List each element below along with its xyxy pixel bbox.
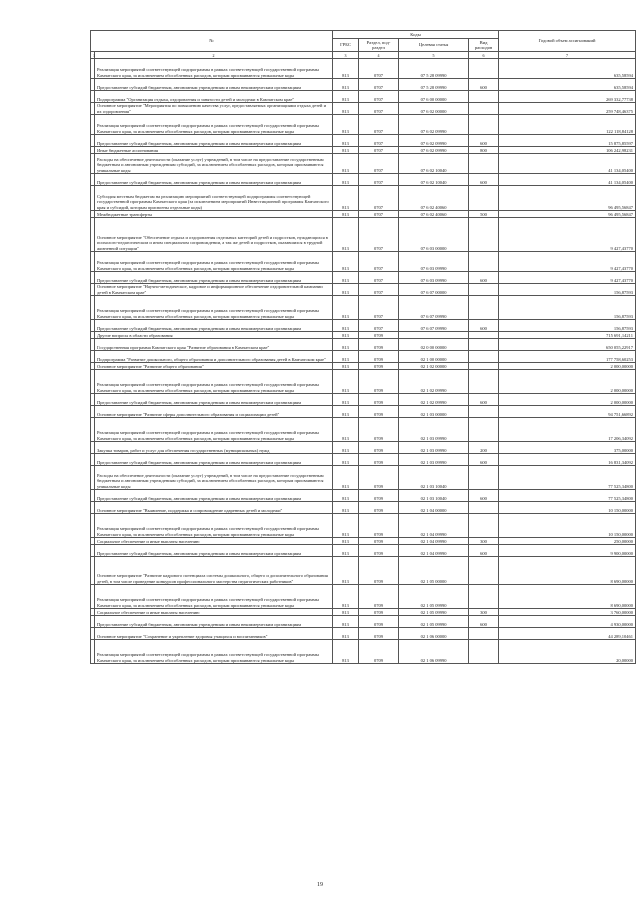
table-row [91,59,636,79]
row-section-cell: 0707 [359,174,399,186]
row-amount-cell: 250,00000 [499,538,636,545]
row-target-cell: 07 6 02 09990 [399,135,469,147]
row-kind-cell [469,339,499,351]
row-name-cell: Реализация мероприятий соответствующей подпрограммы в рамках соответствующей государственной программы Камчатского края, за исключением обособленных расходов, которым присваиваются уникальные коды [95,418,333,442]
row-kind-cell: 600 [469,135,499,147]
row-target-cell: 07 6 03 09990 [399,272,469,284]
row-amount-cell: 635,58594 [499,79,636,91]
row-target-cell: 02 1 03 10040 [399,490,469,502]
budget-table-sheet [90,30,635,664]
column-index: 1 [91,52,95,59]
row-grbs-cell: 813 [333,363,359,370]
row-kind-cell [469,370,499,394]
row-target-cell: 07 6 03 00000 [399,218,469,252]
row-grbs-cell: 813 [333,418,359,442]
row-grbs-cell: 813 [333,186,359,211]
row-amount-cell: 15 875,85597 [499,135,636,147]
row-target-cell: 02 1 05 09990 [399,585,469,609]
table-row [91,154,636,174]
row-kind-cell: 600 [469,79,499,91]
row-amount-cell: 77 525,34800 [499,466,636,490]
row-section-cell: 0707 [359,320,399,332]
row-section-cell: 0709 [359,609,399,616]
row-name-cell: Предоставление субсидий бюджетным, автономным учреждениям и иным некоммерческим организациям [95,394,333,406]
row-section-cell: 0707 [359,154,399,174]
row-grbs-cell: 813 [333,252,359,272]
row-grbs-cell: 813 [333,135,359,147]
row-kind-cell [469,296,499,320]
row-kind-cell [469,640,499,664]
row-target-cell: 02 1 05 00000 [399,557,469,585]
row-section-cell: 0707 [359,296,399,320]
header-kind: Вид расходов [469,39,499,52]
row-amount-cell: 10 150,00000 [499,514,636,538]
row-amount-cell: 41 134,05400 [499,174,636,186]
table-row [91,585,636,609]
row-amount-cell: 41 134,05400 [499,154,636,174]
row-kind-cell [469,514,499,538]
row-target-cell: 07 5 28 09990 [399,79,469,91]
row-name-cell: Реализация мероприятий соответствующей подпрограммы в рамках соответствующей государственной программы Камчатского края, за исключением обособленных расходов, которым присваиваются уникальные коды [95,370,333,394]
row-section-cell: 0707 [359,186,399,211]
row-target-cell [399,332,469,339]
row-grbs-cell: 813 [333,59,359,79]
row-kind-cell: 300 [469,609,499,616]
row-target-cell: 07 5 28 09990 [399,59,469,79]
row-section-cell: 0709 [359,616,399,628]
row-name-cell: Государственная программа Камчатского края "Развитие образования в Камчатском крае" [95,339,333,351]
row-grbs-cell: 813 [333,91,359,103]
row-kind-cell [469,351,499,363]
row-target-cell: 02 0 00 00000 [399,339,469,351]
row-amount-cell: 106 242,98231 [499,147,636,154]
row-amount-cell: 4 930,00000 [499,616,636,628]
row-target-cell: 07 6 00 00000 [399,91,469,103]
row-name-cell: Другие вопросы в области образования [95,332,333,339]
row-target-cell: 07 6 07 09990 [399,296,469,320]
table-row [91,218,636,252]
column-index: 6 [469,52,499,59]
row-section-cell: 0709 [359,490,399,502]
row-kind-cell [469,59,499,79]
row-section-cell: 0707 [359,59,399,79]
row-target-cell: 07 6 02 09990 [399,115,469,135]
row-name-cell: Основное мероприятие "Сохранение и укрепление здоровья учащихся и воспитанников" [95,628,333,640]
row-kind-cell [469,115,499,135]
table-row [91,394,636,406]
row-target-cell: 02 1 04 00000 [399,502,469,514]
row-name-cell: Предоставление субсидий бюджетным, автономным учреждениям и иным некоммерческим организациям [95,79,333,91]
table-row [91,147,636,154]
row-section-cell: 0709 [359,418,399,442]
row-section-cell: 0709 [359,454,399,466]
row-grbs-cell: 813 [333,442,359,454]
row-name-cell: Подпрограмма "Организация отдыха, оздоровления и занятости детей и молодежи в Камчатском крае" [95,91,333,103]
row-grbs-cell: 813 [333,296,359,320]
row-section-cell: 0707 [359,284,399,296]
row-section-cell: 0707 [359,115,399,135]
row-section-cell: 0709 [359,640,399,664]
row-section-cell: 0709 [359,351,399,363]
row-name-cell: Основное мероприятие "Мероприятия по повышению качества услуг, предоставляемых организациями отдыха детей и их оздоровления" [95,103,333,115]
row-section-cell: 0709 [359,466,399,490]
row-kind-cell: 600 [469,320,499,332]
row-target-cell: 07 6 07 09990 [399,320,469,332]
row-kind-cell [469,154,499,174]
row-amount-cell: 10 150,00000 [499,502,636,514]
row-amount-cell: 2 000,00000 [499,370,636,394]
row-grbs-cell: 813 [333,218,359,252]
row-amount-cell: 20,00000 [499,640,636,664]
row-kind-cell: 600 [469,394,499,406]
row-section-cell: 0709 [359,394,399,406]
row-amount-cell: 77 525,34800 [499,490,636,502]
row-target-cell: 07 6 02 40060 [399,186,469,211]
table-row [91,186,636,211]
row-name-cell: Социальное обеспечение и иные выплаты населению [95,609,333,616]
row-section-cell: 0707 [359,218,399,252]
row-section-cell: 0707 [359,103,399,115]
table-row [91,454,636,466]
row-grbs-cell: 813 [333,320,359,332]
row-section-cell: 0709 [359,363,399,370]
row-kind-cell [469,218,499,252]
row-kind-cell: 600 [469,272,499,284]
row-kind-cell [469,252,499,272]
row-section-cell: 0709 [359,514,399,538]
row-grbs-cell: 813 [333,147,359,154]
row-amount-cell: 8 690,00000 [499,557,636,585]
row-section-cell: 0707 [359,272,399,284]
row-target-cell: 02 1 03 10040 [399,466,469,490]
row-grbs-cell: 813 [333,609,359,616]
row-amount-cell: 122 118,84128 [499,115,636,135]
row-grbs-cell: 813 [333,557,359,585]
row-name-cell: Подпрограмма "Развитие дошкольного, общего образования и дополнительного образования детей в Камчатском крае" [95,351,333,363]
row-kind-cell [469,91,499,103]
column-index: 4 [359,52,399,59]
row-kind-cell [469,103,499,115]
table-row [91,135,636,147]
table-row [91,557,636,585]
row-grbs-cell: 813 [333,628,359,640]
row-kind-cell [469,628,499,640]
row-target-cell: 02 1 03 09990 [399,418,469,442]
column-index: 3 [333,52,359,59]
row-target-cell: 07 6 02 10040 [399,154,469,174]
row-kind-cell: 600 [469,174,499,186]
row-grbs-cell: 813 [333,284,359,296]
row-kind-cell [469,585,499,609]
table-row [91,174,636,186]
row-amount-cell: 9 427,43770 [499,252,636,272]
row-kind-cell: 500 [469,211,499,218]
row-amount-cell: 269 332,77738 [499,91,636,103]
table-row [91,545,636,557]
table-row [91,466,636,490]
column-index: 5 [399,52,469,59]
table-row [91,628,636,640]
row-target-cell: 07 6 02 10040 [399,174,469,186]
row-grbs-cell: 813 [333,332,359,339]
row-target-cell: 02 1 03 09990 [399,442,469,454]
table-row [91,115,636,135]
row-section-cell: 0709 [359,442,399,454]
table-row [91,351,636,363]
row-amount-cell: 9 427,43770 [499,272,636,284]
row-kind-cell: 600 [469,616,499,628]
row-name-cell: Предоставление субсидий бюджетным, автономным учреждениям и иным некоммерческим организациям [95,545,333,557]
row-section-cell: 0709 [359,557,399,585]
row-amount-cell: 375,00000 [499,442,636,454]
row-section-cell: 0707 [359,147,399,154]
row-kind-cell [469,406,499,418]
table-row [91,538,636,545]
header-section: Раздел, под-раздел [359,39,399,52]
row-section-cell: 0707 [359,79,399,91]
row-target-cell: 02 1 05 09990 [399,616,469,628]
row-amount-cell: 156,87593 [499,320,636,332]
row-grbs-cell: 813 [333,538,359,545]
row-target-cell: 02 1 00 00000 [399,351,469,363]
row-grbs-cell: 813 [333,545,359,557]
row-kind-cell: 600 [469,545,499,557]
row-amount-cell: 94 751,66892 [499,406,636,418]
row-section-cell: 0709 [359,332,399,339]
row-target-cell: 02 1 04 09990 [399,514,469,538]
row-section-cell: 0709 [359,585,399,609]
row-name-cell: Основное мероприятие "Развитие кадрового потенциала системы дошкольного, общего и дополнительного образования детей, в том числе проведение конкурсов профессионального мастерства педагогических работников" [95,557,333,585]
table-row [91,640,636,664]
row-section-cell: 0709 [359,502,399,514]
row-amount-cell: 2 000,00000 [499,394,636,406]
row-name-cell: Реализация мероприятий соответствующей подпрограммы в рамках соответствующей государственной программы Камчатского края, за исключением обособленных расходов, которым присваиваются уникальные коды [95,585,333,609]
row-name-cell: Реализация мероприятий соответствующей подпрограммы в рамках соответствующей государственной программы Камчатского края, за исключением обособленных расходов, которым присваиваются уникальные коды [95,296,333,320]
row-amount-cell: 650 055,22917 [499,339,636,351]
row-amount-cell: 8 690,00000 [499,585,636,609]
row-grbs-cell: 813 [333,490,359,502]
table-row [91,272,636,284]
row-grbs-cell: 813 [333,640,359,664]
row-kind-cell [469,284,499,296]
budget-table [90,30,636,664]
row-name-cell: Основное мероприятие "Обеспечение отдыха и оздоровления отдельных категорий детей и подростков, нуждающихся в психолого-педагогическом и ином специальном сопровождении, а так же детей и подростков, оказавшихся в трудной жизненной ситуации" [95,218,333,252]
row-kind-cell [469,466,499,490]
row-amount-cell: 156,87593 [499,284,636,296]
column-index-row [91,52,636,59]
row-name-cell: Реализация мероприятий соответствующей подпрограммы в рамках соответствующей государственной программы Камчатского края, за исключением обособленных расходов, которым присваиваются уникальные коды [95,115,333,135]
row-name-cell: Предоставление субсидий бюджетным, автономным учреждениям и иным некоммерческим организациям [95,174,333,186]
table-row [91,370,636,394]
row-name-cell: Основное мероприятие "Научно-методическое, кадровое и информационное обеспечение оздоровительной кампании детей в Камчатском крае" [95,284,333,296]
row-grbs-cell: 813 [333,466,359,490]
row-grbs-cell: 813 [333,502,359,514]
row-kind-cell: 600 [469,454,499,466]
row-name-cell: Предоставление субсидий бюджетным, автономным учреждениям и иным некоммерческим организациям [95,616,333,628]
table-row [91,609,636,616]
table-row [91,490,636,502]
row-section-cell: 0707 [359,91,399,103]
row-section-cell: 0709 [359,538,399,545]
row-section-cell: 0709 [359,339,399,351]
row-name-cell: Предоставление субсидий бюджетным, автономным учреждениям и иным некоммерческим организациям [95,272,333,284]
row-grbs-cell: 813 [333,211,359,218]
row-kind-cell: 600 [469,490,499,502]
table-row [91,442,636,454]
row-amount-cell: 156,87593 [499,296,636,320]
table-row [91,103,636,115]
row-target-cell: 07 6 02 40060 [399,211,469,218]
row-grbs-cell: 813 [333,339,359,351]
row-kind-cell [469,418,499,442]
table-row [91,616,636,628]
row-target-cell: 02 1 02 09990 [399,370,469,394]
row-amount-cell: 635,58594 [499,59,636,79]
row-name-cell: Предоставление субсидий бюджетным, автономным учреждениям и иным некоммерческим организациям [95,320,333,332]
row-name-cell: Основное мероприятие "Выявление, поддержка и сопровождение одаренных детей и молодежи" [95,502,333,514]
column-index: 2 [95,52,333,59]
row-name-cell: Расходы на обеспечение деятельности (оказание услуг) учреждений, в том числе на предоставление государственным бюджетным и автономным учреждениям субсидий, за исключением обособленных расходов, которым присваиваются уникальные коды [95,466,333,490]
row-kind-cell [469,186,499,211]
table-row [91,406,636,418]
row-name-cell: Расходы на обеспечение деятельности (оказание услуг) учреждений, в том числе на предоставление государственным бюджетным и автономным учреждениям субсидий, за исключением обособленных расходов, которым присваиваются уникальные коды [95,154,333,174]
row-name-cell: Предоставление субсидий бюджетным, автономным учреждениям и иным некоммерческим организациям [95,454,333,466]
row-name-cell: Иные бюджетные ассигнования [95,147,333,154]
row-kind-cell [469,363,499,370]
row-name-cell: Социальное обеспечение и иные выплаты населению [95,538,333,545]
row-kind-cell: 300 [469,538,499,545]
row-grbs-cell: 813 [333,174,359,186]
table-row [91,339,636,351]
row-grbs-cell: 813 [333,616,359,628]
row-target-cell: 02 1 02 00000 [399,363,469,370]
row-kind-cell: 200 [469,442,499,454]
row-grbs-cell: 813 [333,370,359,394]
row-amount-cell: 9 900,00000 [499,545,636,557]
row-section-cell: 0707 [359,211,399,218]
row-name-cell: Реализация мероприятий соответствующей подпрограммы в рамках соответствующей государственной программы Камчатского края, за исключением обособленных расходов, которым присваиваются уникальные коды [95,252,333,272]
row-grbs-cell: 813 [333,79,359,91]
row-grbs-cell: 813 [333,406,359,418]
row-amount-cell: 9 427,43770 [499,218,636,252]
row-amount-cell: 17 206,34092 [499,418,636,442]
row-section-cell: 0709 [359,370,399,394]
row-name-cell: Закупка товаров, работ и услуг для обеспечения государственных (муниципальных) нужд [95,442,333,454]
header-codes: Коды [333,31,499,39]
row-amount-cell: 16 831,34092 [499,454,636,466]
row-section-cell: 0707 [359,252,399,272]
row-amount-cell: 259 748,46375 [499,103,636,115]
page-number: 19 [317,882,323,888]
row-target-cell: 02 1 05 09990 [399,609,469,616]
row-name-cell: Основное мероприятие "Развитие сферы дополнительного образования и социализации детей" [95,406,333,418]
row-target-cell: 07 6 02 00000 [399,103,469,115]
row-grbs-cell: 813 [333,154,359,174]
row-section-cell: 0707 [359,135,399,147]
table-row [91,514,636,538]
row-amount-cell: 715 691,14211 [499,332,636,339]
row-amount-cell: 2 000,00000 [499,363,636,370]
row-name-cell: Предоставление субсидий бюджетным, автономным учреждениям и иным некоммерческим организациям [95,135,333,147]
table-row [91,296,636,320]
row-grbs-cell: 813 [333,394,359,406]
row-amount-cell: 96 495,56847 [499,211,636,218]
row-target-cell: 02 1 02 09990 [399,394,469,406]
row-name-cell: Предоставление субсидий бюджетным, автономным учреждениям и иным некоммерческим организациям [95,490,333,502]
row-name-cell: Межбюджетные трансферты [95,211,333,218]
row-target-cell: 02 1 06 00000 [399,628,469,640]
row-grbs-cell: 813 [333,272,359,284]
table-row [91,211,636,218]
table-row [91,284,636,296]
row-target-cell: 07 6 03 09990 [399,252,469,272]
row-target-cell: 02 1 03 09990 [399,454,469,466]
row-name-cell: Субсидия местным бюджетам на реализацию мероприятий соответствующей подпрограммы соответствующей государственной программы Камчатского края (за исключением мероприятий Инвестиционной программы Камчатского края и субсидий, которым присвоены отдельные коды) [95,186,333,211]
row-kind-cell [469,557,499,585]
row-amount-cell: 3 760,00000 [499,609,636,616]
row-name-cell: Реализация мероприятий соответствующей подпрограммы в рамках соответствующей государственной программы Камчатского края, за исключением обособленных расходов, которым присваиваются уникальные коды [95,640,333,664]
table-row [91,332,636,339]
row-target-cell: 02 1 03 00000 [399,406,469,418]
table-row [91,502,636,514]
row-kind-cell: 800 [469,147,499,154]
row-grbs-cell: 813 [333,351,359,363]
row-grbs-cell: 813 [333,585,359,609]
row-name-cell: Основное мероприятие "Развитие общего образования" [95,363,333,370]
header-target: Целевая статья [399,39,469,52]
row-target-cell: 02 1 04 09990 [399,538,469,545]
header-amount: Годовой объем ассигнований [499,31,636,52]
row-section-cell: 0709 [359,406,399,418]
table-row [91,418,636,442]
header-grbs: ГРБС [333,39,359,52]
column-index: 7 [499,52,636,59]
table-body [91,59,636,664]
row-amount-cell: 177 758,60253 [499,351,636,363]
row-grbs-cell: 813 [333,115,359,135]
row-name-cell: Реализация мероприятий соответствующей подпрограммы в рамках соответствующей государственной программы Камчатского края, за исключением обособленных расходов, которым присваиваются уникальные коды [95,514,333,538]
row-target-cell: 07 6 02 09990 [399,147,469,154]
table-row [91,320,636,332]
table-row [91,252,636,272]
row-target-cell: 02 1 06 09990 [399,640,469,664]
row-target-cell: 02 1 04 09990 [399,545,469,557]
table-row [91,91,636,103]
row-amount-cell: 96 495,56847 [499,186,636,211]
row-name-cell: Реализация мероприятий соответствующей подпрограммы в рамках соответствующей государственной программы Камчатского края, за исключением обособленных расходов, которым присваиваются уникальные коды [95,59,333,79]
table-row [91,79,636,91]
row-grbs-cell: 813 [333,103,359,115]
table-row [91,363,636,370]
row-grbs-cell: 813 [333,454,359,466]
row-kind-cell [469,502,499,514]
header-num: № [91,31,333,52]
row-kind-cell [469,332,499,339]
row-grbs-cell: 813 [333,514,359,538]
row-target-cell: 07 6 07 00000 [399,284,469,296]
row-section-cell: 0709 [359,628,399,640]
row-amount-cell: 44 289,10461 [499,628,636,640]
row-section-cell: 0709 [359,545,399,557]
